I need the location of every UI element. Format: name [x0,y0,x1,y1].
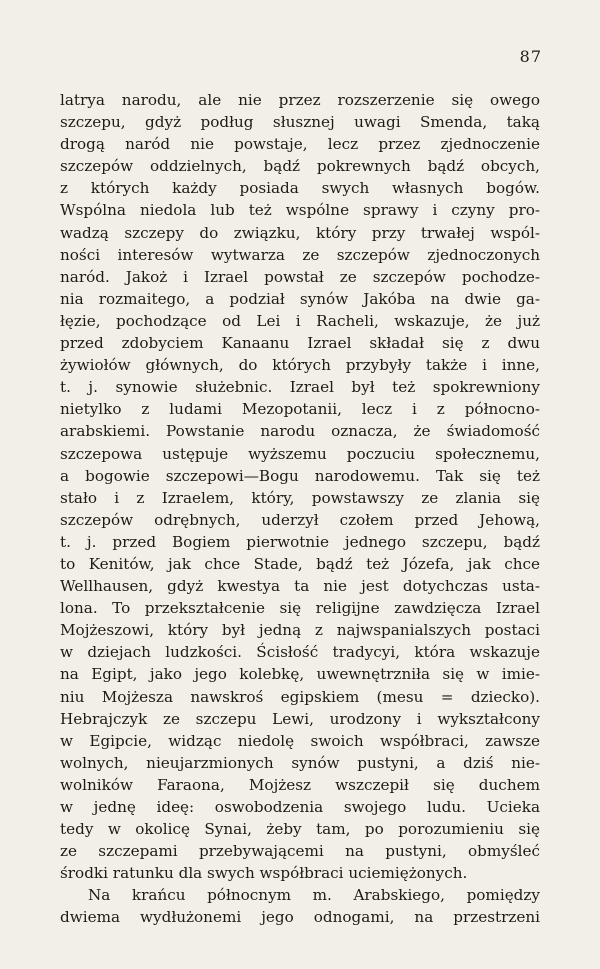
text-line: środki ratunku dla swych współbraci uciemiężonych. [60,864,468,883]
text-line: szczepów oddzielnych, bądź pokrewnych bądź obcych, [60,157,540,176]
text-line: wolników Faraona, Mojżesz wszczepił się duchem [60,775,540,794]
text-line: dwiema wydłużonemi jego odnogami, na przestrzeni [60,908,540,927]
text-line: t. j. przed Bogiem pierwotnie jednego szczepu, bądź [60,532,540,551]
body-text [60,89,540,929]
text-line: w Egipcie, widząc niedolę swoich współbraci, zawsze [60,731,540,750]
text-line: t. j. synowie służebnic. Izrael był też spokrewniony [60,378,540,397]
text-line: to Kenitów, jak chce Stade, bądź też Józefa, jak chce [60,554,540,573]
text-line: przed zdobyciem Kanaanu Izrael składał się z dwu [60,334,540,353]
text-line: niu Mojżesza nawskroś egipskiem (mesu = dziecko). [60,687,540,706]
text-line: na Egipt, jako jego kolebkę, uwewnętrzniła się w imie- [60,665,540,684]
text-line: Na krańcu północnym m. Arabskiego, pomiędzy [88,886,540,905]
text-line: łęzie, pochodzące od Lei i Racheli, wskazuje, że już [60,311,540,330]
text-line: szczepowa ustępuje wyższemu poczuciu społecznemu, [60,444,540,463]
text-line: stało i z Izraelem, który, powstawszy ze zlania się [60,488,540,507]
text-line: drogą naród nie powstaje, lecz przez zjednoczenie [60,135,540,154]
text-line: Mojżeszowi, który był jedną z najwspanialszych postaci [60,621,540,640]
text-line: ze szczepami przebywającemi na pustyni, obmyśleć [60,842,540,861]
text-line: w dziejach ludzkości. Ścisłość tradycyi, która wskazuje [60,643,540,662]
page-number: 87 [519,47,542,66]
text-line: Wspólna niedola lub też wspólne sprawy i czyny pro- [60,201,540,220]
text-line: Hebrajczyk ze szczepu Lewi, urodzony i wykształcony [60,709,540,728]
text-line: Wellhausen, gdyż kwestya ta nie jest dotychczas usta- [60,577,540,596]
text-line: w jednę ideę: oswobodzenia swojego ludu. Ucieka [60,798,540,816]
text-line: wadzą szczepy do związku, który przy trwałej wspól- [60,223,540,242]
text-line: lona. To przekształcenie się religijne zawdzięcza Izrael [60,599,540,618]
text-line: naród. Jakoż i Izrael powstał ze szczepów pochodze- [60,267,540,286]
text-line: żywiołów głównych, do których przybyły także i inne, [60,356,540,375]
text-line: szczepów odrębnych, uderzył czołem przed Jehową, [60,510,540,529]
text-line: nia rozmaitego, a podział synów Jakóba na dwie ga- [60,289,540,308]
text-line: a bogowie szczepowi—Bogu narodowemu. Tak się też [60,466,540,485]
text-line: nietylko z ludami Mezopotanii, lecz i z północno- [60,400,540,419]
text-line: tedy w okolicę Synai, żeby tam, po porozumieniu się [60,820,540,839]
text-line: arabskiemi. Powstanie narodu oznacza, że świadomość [60,422,540,441]
text-line: z których każdy posiada swych własnych bogów. [60,179,540,198]
text-line: latrya narodu, ale nie przez rozszerzenie się owego [60,91,540,109]
text-line: ności interesów wytwarza ze szczepów zjednoczonych [60,245,540,264]
text-line: wolnych, nieujarzmionych synów pustyni, a dziś nie- [60,753,540,772]
text-line: szczepu, gdyż podług słusznej uwagi Smenda, taką [60,113,540,132]
